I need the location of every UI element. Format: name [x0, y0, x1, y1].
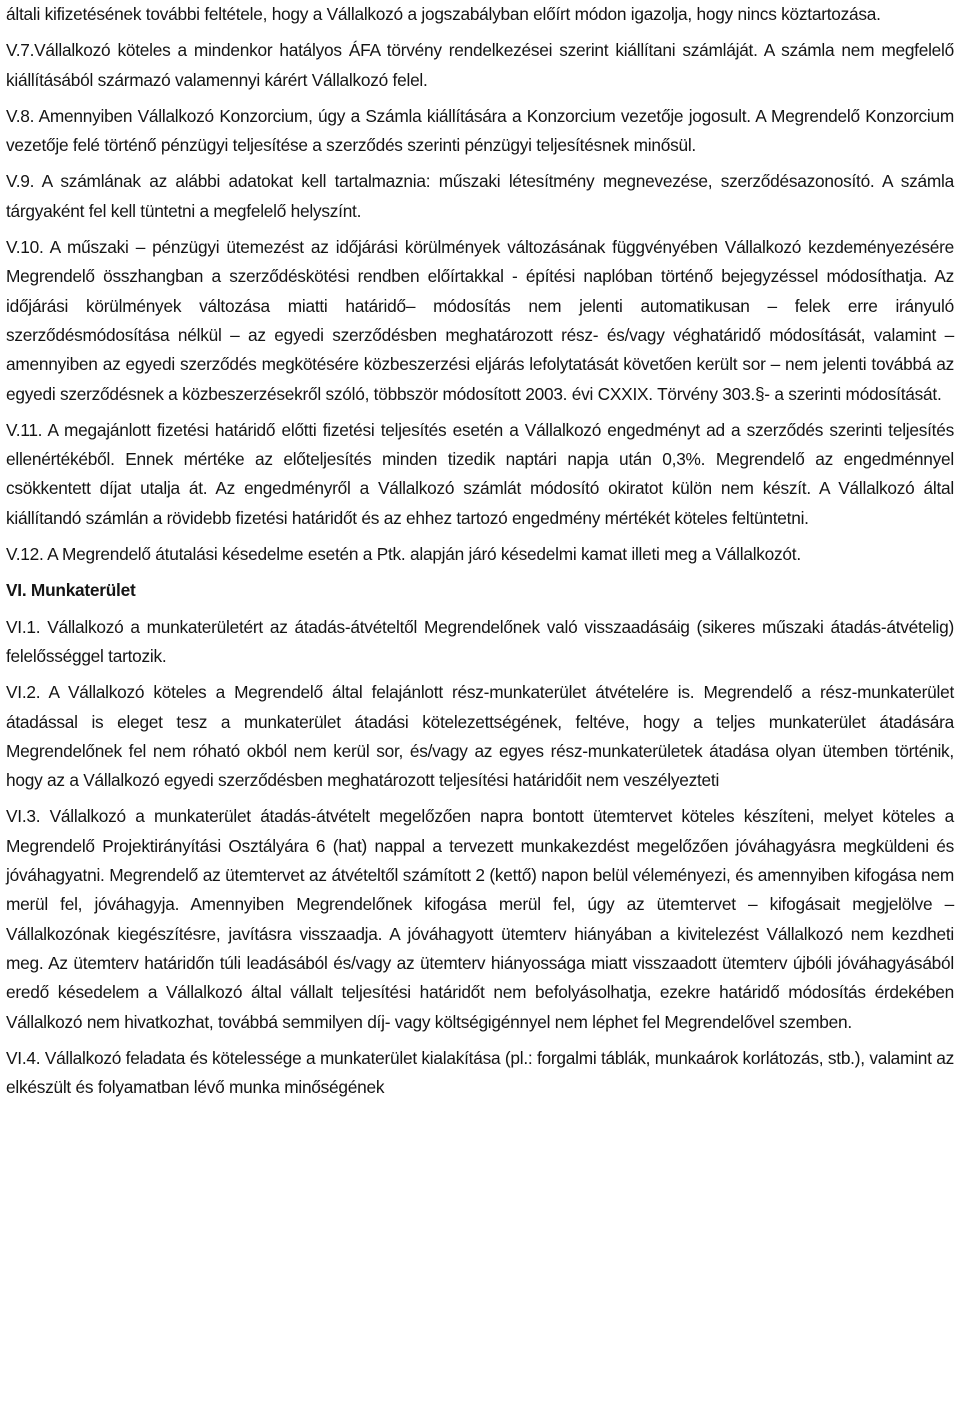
document-page [6, 0, 954, 1109]
paragraph-vi1: VI.1. Vállalkozó a munkaterületért az átadás-átvételtől Megrendelőnek való visszaadásáig (sikeres műszaki átadás-átvételig) felelősséggel tartozik. [6, 616, 954, 666]
paragraph-v12: V.12. A Megrendelő átutalási késedelme esetén a Ptk. alapján járó késedelmi kamat illeti meg a Vállalkozót. [6, 544, 801, 565]
paragraph-continuation: általi kifizetésének további feltétele, hogy a Vállalkozó a jogszabályban előírt módon igazolja, hogy nincs köztartozása. [6, 4, 881, 24]
paragraph-v7: V.7.Vállalkozó köteles a mindenkor hatályos ÁFA törvény rendelkezései szerint kiállítani számláját. A számla nem megfelelő kiállításából származó valamennyi kárért Vállalkozó felel. [6, 40, 954, 90]
paragraph-vi3: VI.3. Vállalkozó a munkaterület átadás-átvételt megelőzően napra bontott ütemtervet köteles készíteni, melyet köteles a Megrendelő Projektirányítási Osztályára 6 (hat) nappal a tervezett munkakezdést megelőzően jóváhagyásra megküldeni és jóváhagyatni. Megrendelő az ütemtervet az átvételtől számított 2 (kettő) napon belül véleményezi, és amennyiben kifogása nem merül fel, jóváhagyja. Amennyiben Megrendelőnek kifogása merül fel, úgy az ütemtervet – kifogásait megjelölve – Vállalkozónak kiegészítésre, javításra visszaadja. A jóváhagyott ütemterv hiányában a kivitelezést Vállalkozó nem kezdheti meg. Az ütemterv határidőn túli leadásából és/vagy az ütemterv hiányossága miatt visszaadott ütemterv újbóli jóváhagyásából eredő késedelem a Vállalkozó által vállalt teljesítési határidőt nem befolyásolhatja, ezekre határidő módosítás érdekében Vállalkozó nem hivatkozhat, továbbá semmilyen díj- vagy költségigénnyel nem léphet fel Megrendelővel szemben. [6, 806, 954, 1032]
section-heading-munkaterulet: VI. Munkaterület [6, 580, 136, 601]
paragraph-vi2: VI.2. A Vállalkozó köteles a Megrendelő által felajánlott rész-munkaterület átvételére is. Megrendelő a rész-munkaterület átadással is eleget tesz a munkaterület átadási kötelezettségének, feltéve, hogy a teljes munkaterület átadására Megrendelőnek fel nem róható okból nem kerül sor, és/vagy az egyes rész-munkaterületek átadása olyan ütemben történik, hogy az a Vállalkozó egyedi szerződésben meghatározott teljesítési határidőit nem veszélyezteti [6, 682, 954, 791]
paragraph-vi4: VI.4. Vállalkozó feladata és kötelessége a munkaterület kialakítása (pl.: forgalmi táblák, munkaárok korlátozás, stb.), valamint az elkészült és folyamatban lévő munka minőségének [6, 1047, 954, 1098]
paragraph-v10: V.10. A műszaki – pénzügyi ütemezést az időjárási körülmények változásának függvényében Vállalkozó kezdeményezésére Megrendelő összhangban a szerződéskötési rendben előírtakkal - építési naplóban történő bejegyzéssel módosíthatja. Az időjárási körülmények változása miatti határidő– módosítás nem jelenti automatikusan – felek erre irányuló szerződésmódosítása nélkül – az egyedi szerződésben meghatározott rész- és/vagy véghatáridő módosítását, valamint – amennyiben az egyedi szerződés megkötésére közbeszerzési eljárás lefolytatását követően került sor – nem jelenti továbbá az egyedi szerződésnek a közbeszerzésekről szóló, többször módosított 2003. évi CXXIX. Törvény 303.§- a szerinti módosítását. [6, 237, 954, 404]
paragraph-v8: V.8. Amennyiben Vállalkozó Konzorcium, úgy a Számla kiállítására a Konzorcium vezetője jogosult. A Megrendelő Konzorcium vezetője felé történő pénzügyi teljesítése a szerződés szerinti pénzügyi teljesítésnek minősül. [6, 105, 954, 156]
paragraph-v9: V.9. A számlának az alábbi adatokat kell tartalmaznia: műszaki létesítmény megnevezése, szerződésazonosító. A számla tárgyaként fel kell tüntetni a megfelelő helyszínt. [6, 171, 954, 221]
paragraph-v11: V.11. A megajánlott fizetési határidő előtti fizetési teljesítés esetén a Vállalkozó engedményt ad a szerződés szerinti teljesítés ellenértékéből. Ennek mértéke az előteljesítés minden tizedik naptári napja után 0,3%. Megrendelő az engedménnyel csökkentett díjat utalja át. Az engedményről a Vállalkozó számlát módosító okiratot külön nem készít. A Vállalkozó által kiállítandó számlán a rövidebb fizetési határidőt és az ehhez tartozó engedmény mértékét köteles feltüntetni. [6, 419, 954, 528]
